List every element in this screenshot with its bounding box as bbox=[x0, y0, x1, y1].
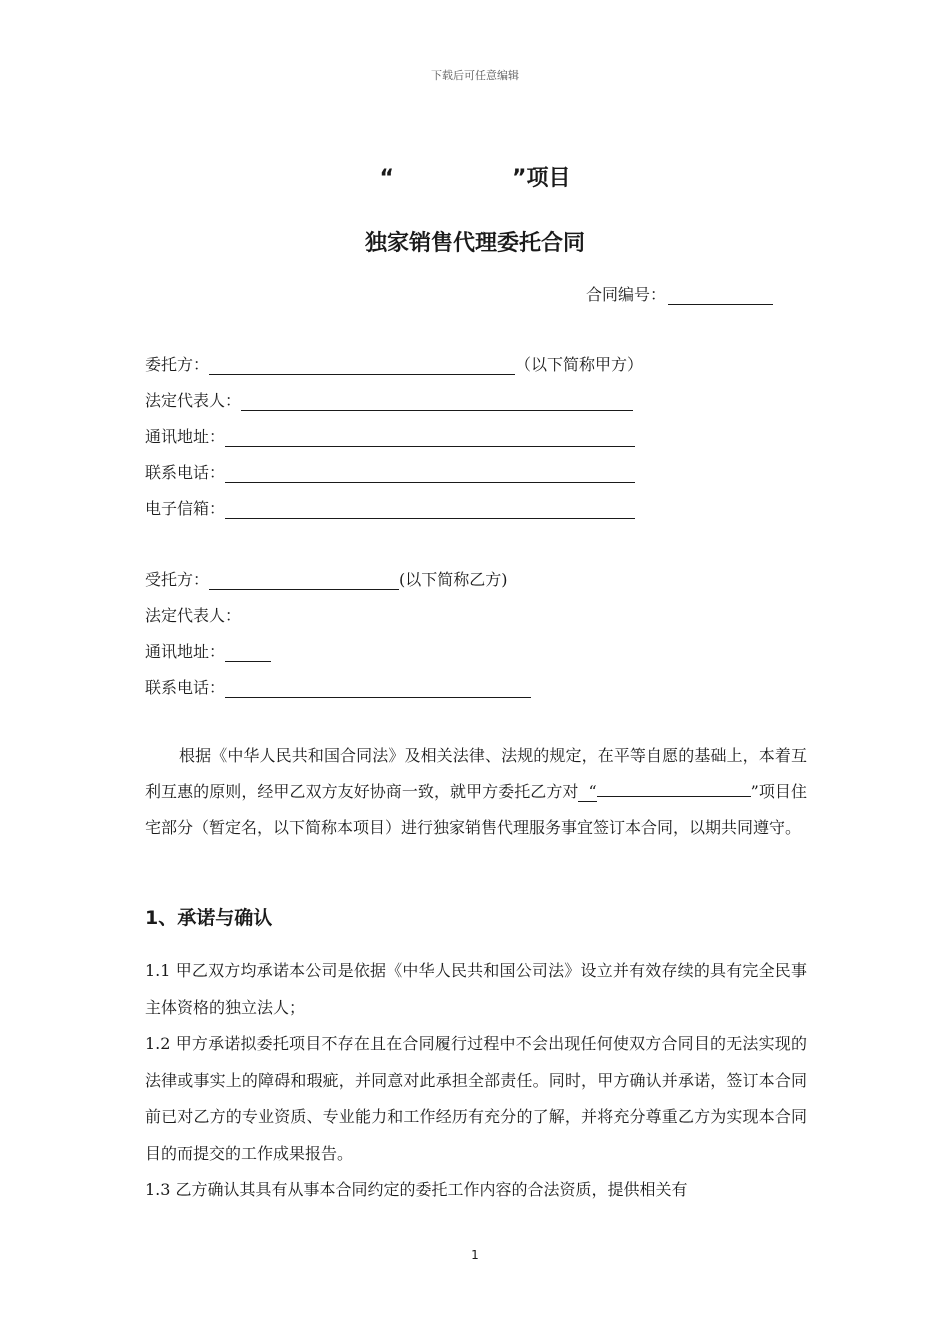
intro-text-part2: 项目住宅部分（暂定名，以下简称本项目）进行独家销售代理服务事宜签订本合同，以期共同遵守。 bbox=[145, 782, 807, 837]
party-a-address-blank bbox=[225, 428, 635, 447]
intro-project-blank bbox=[597, 778, 751, 797]
page-number: 1 bbox=[471, 1248, 479, 1262]
party-a-address-label: 通讯地址： bbox=[145, 427, 226, 446]
party-b-address-line bbox=[145, 639, 271, 662]
party-a-legal-rep-blank bbox=[241, 392, 633, 411]
party-a-legal-rep-line bbox=[145, 388, 633, 411]
party-b-legal-rep-line bbox=[145, 603, 241, 626]
section-1-clauses bbox=[145, 953, 807, 1209]
party-a-phone-blank bbox=[225, 464, 635, 483]
party-a-email-line bbox=[145, 496, 635, 519]
party-b-phone-blank bbox=[225, 679, 531, 698]
party-b-agent-label: 受托方： bbox=[145, 570, 210, 589]
project-title-suffix: ”项目 bbox=[512, 166, 571, 191]
party-a-address-line bbox=[145, 424, 635, 447]
intro-text-part1: 根据《中华人民共和国合同法》及相关法律、法规的规定，在平等自愿的基础上，本着互利互惠的原则，经甲乙双方友好协商一致，就甲方委托乙方对 bbox=[145, 746, 807, 801]
header-note: 下载后可任意编辑 bbox=[431, 69, 519, 82]
intro-quote-open: “ bbox=[578, 782, 596, 802]
clause-1-1: 1.1 甲乙双方均承诺本公司是依据《中华人民共和国公司法》设立并有效存续的具有完全民事主体资格的独立法人； bbox=[145, 961, 807, 1017]
party-b-agent-suffix: (以下简称乙方) bbox=[399, 570, 508, 589]
party-b-phone-label: 联系电话： bbox=[145, 678, 226, 697]
clause-1-3: 1.3 乙方确认其具有从事本合同约定的委托工作内容的合法资质，提供相关有 bbox=[145, 1180, 688, 1199]
party-b-agent-line bbox=[145, 567, 508, 590]
project-title-open-quote: “ bbox=[379, 166, 394, 191]
party-b-address-label: 通讯地址： bbox=[145, 642, 226, 661]
party-b-legal-rep-label: 法定代表人： bbox=[145, 606, 242, 625]
contract-number bbox=[586, 282, 773, 305]
party-a-phone-line bbox=[145, 460, 635, 483]
party-a-client-suffix: （以下简称甲方） bbox=[515, 355, 644, 374]
party-a-client-blank bbox=[209, 356, 515, 375]
intro-paragraph bbox=[145, 738, 807, 846]
party-a-client-label: 委托方： bbox=[145, 355, 210, 374]
clause-1-2: 1.2 甲方承诺拟委托项目不存在且在合同履行过程中不会出现任何使双方合同目的无法实现的法律或事实上的障碍和瑕疵，并同意对此承担全部责任。同时，甲方确认并承诺，签订本合同前已对乙方的专业资质、专业能力和工作经历有充分的了解，并将充分尊重乙方为实现本合同目的而提交的工作成果报告。 bbox=[145, 1034, 807, 1163]
contract-title: 独家销售代理委托合同 bbox=[364, 231, 585, 256]
party-b-phone-line bbox=[145, 675, 531, 698]
project-title bbox=[0, 161, 950, 192]
party-a-phone-label: 联系电话： bbox=[145, 463, 226, 482]
party-a-email-label: 电子信箱： bbox=[145, 499, 226, 518]
party-a-client-line bbox=[145, 352, 643, 375]
section-1-heading: 1、承诺与确认 bbox=[145, 907, 273, 929]
party-b-address-blank bbox=[225, 643, 271, 662]
intro-quote-close: ” bbox=[750, 782, 759, 801]
party-a-email-blank bbox=[225, 500, 635, 519]
party-a-legal-rep-label: 法定代表人： bbox=[145, 391, 242, 410]
party-b-agent-blank bbox=[209, 571, 399, 590]
contract-number-label: 合同编号： bbox=[586, 285, 667, 304]
contract-number-blank bbox=[668, 286, 773, 305]
